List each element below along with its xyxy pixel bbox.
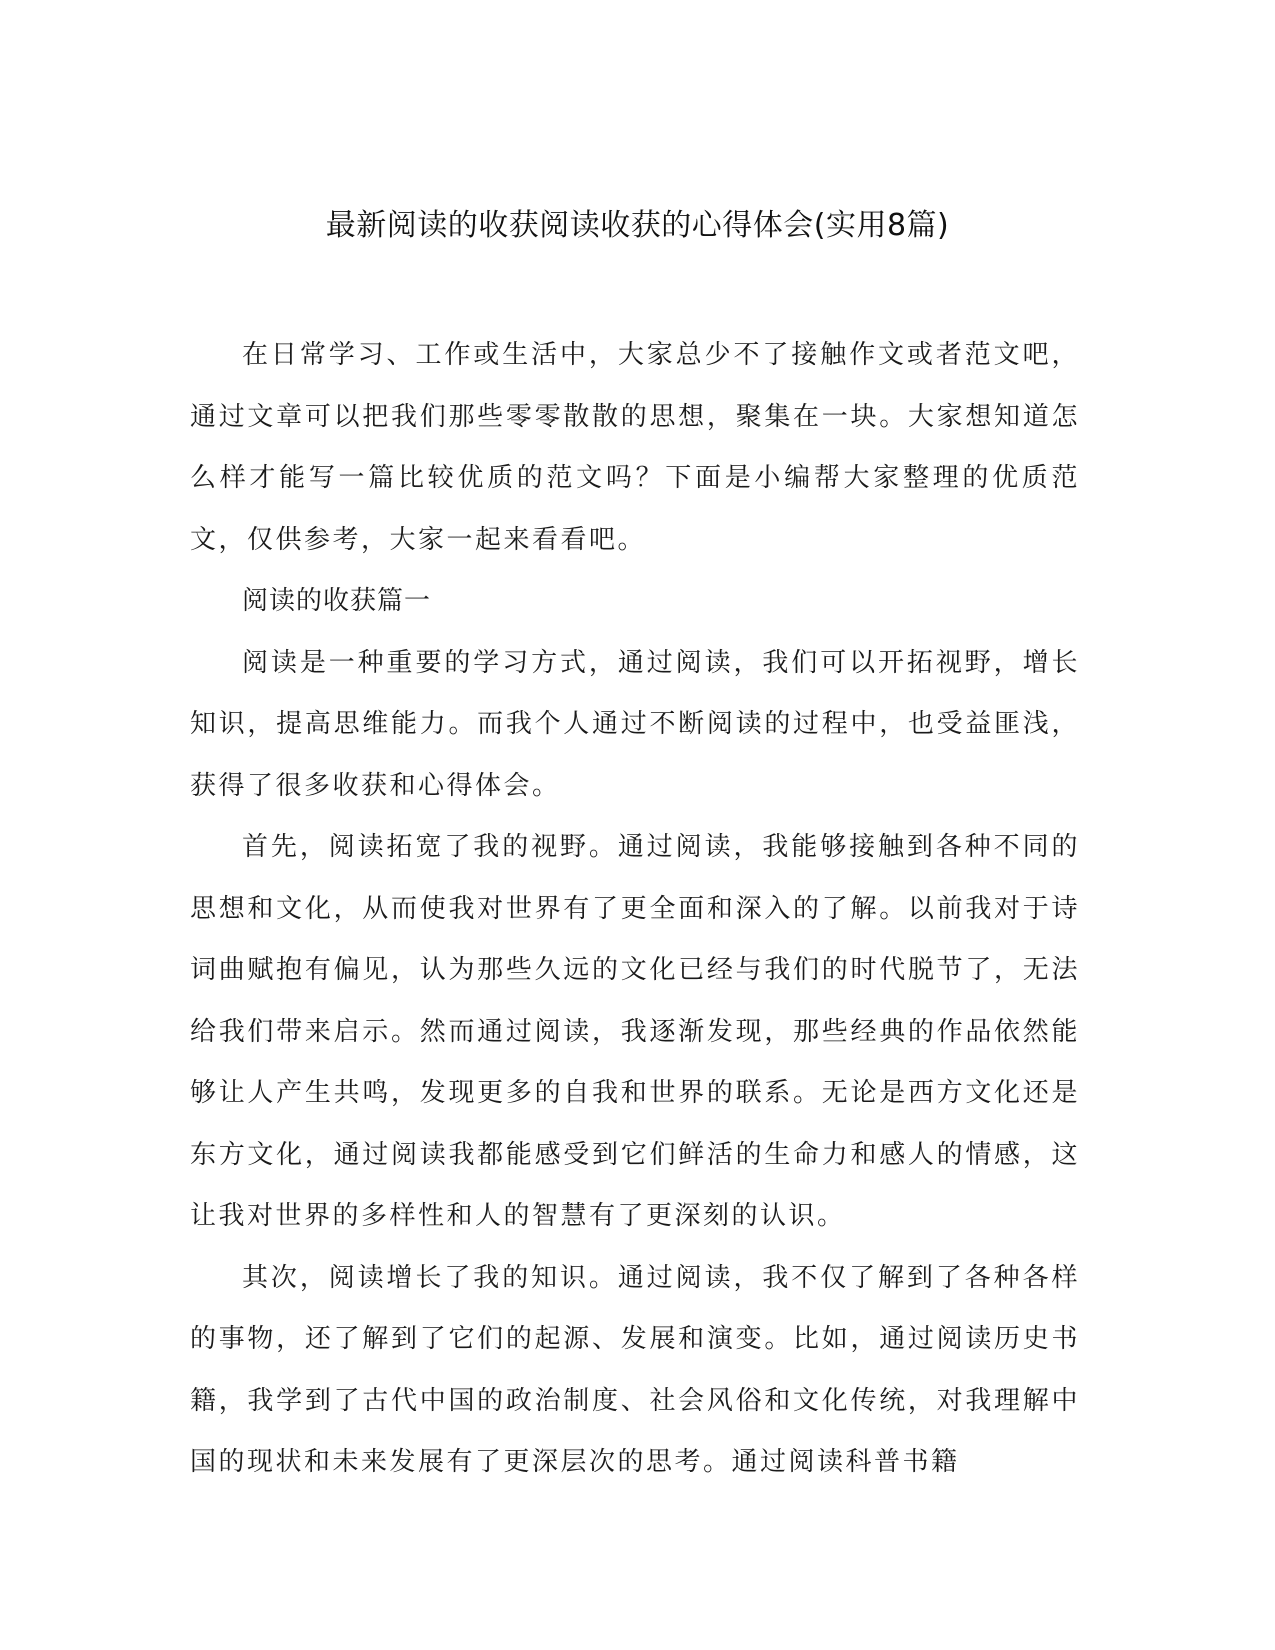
body-paragraph-2: 首先，阅读拓宽了我的视野。通过阅读，我能够接触到各种不同的思想和文化，从而使我对世界有了更全面和深入的了解。以前我对于诗词曲赋抱有偏见，认为那些久远的文化已经与我们的时代脱节了，无法给我们带来启示。然而通过阅读，我逐渐发现，那些经典的作品依然能够让人产生共鸣，发现更多的自我和世界的联系。无论是西方文化还是东方文化，通过阅读我都能感受到它们鲜活的生命力和感人的情感，这让我对世界的多样性和人的智慧有了更深刻的认识。 <box>190 832 1080 1231</box>
body-paragraph-1: 阅读是一种重要的学习方式，通过阅读，我们可以开拓视野，增长知识，提高思维能力。而我个人通过不断阅读的过程中，也受益匪浅，获得了很多收获和心得体会。 <box>190 647 1080 801</box>
document-body <box>190 325 1080 1494</box>
intro-paragraph: 在日常学习、工作或生活中，大家总少不了接触作文或者范文吧，通过文章可以把我们那些零零散散的思想，聚集在一块。大家想知道怎么样才能写一篇比较优质的范文吗？下面是小编帮大家整理的优质范文，仅供参考，大家一起来看看吧。 <box>190 340 1080 555</box>
document-title: 最新阅读的收获阅读收获的心得体会(实用8篇) <box>325 208 950 243</box>
body-paragraph-3: 其次，阅读增长了我的知识。通过阅读，我不仅了解到了各种各样的事物，还了解到了它们的起源、发展和演变。比如，通过阅读历史书籍，我学到了古代中国的政治制度、社会风俗和文化传统，对我理解中国的现状和未来发展有了更深层次的思考。通过阅读科普书籍 <box>190 1262 1080 1477</box>
section-heading: 阅读的收获篇一 <box>242 586 432 616</box>
